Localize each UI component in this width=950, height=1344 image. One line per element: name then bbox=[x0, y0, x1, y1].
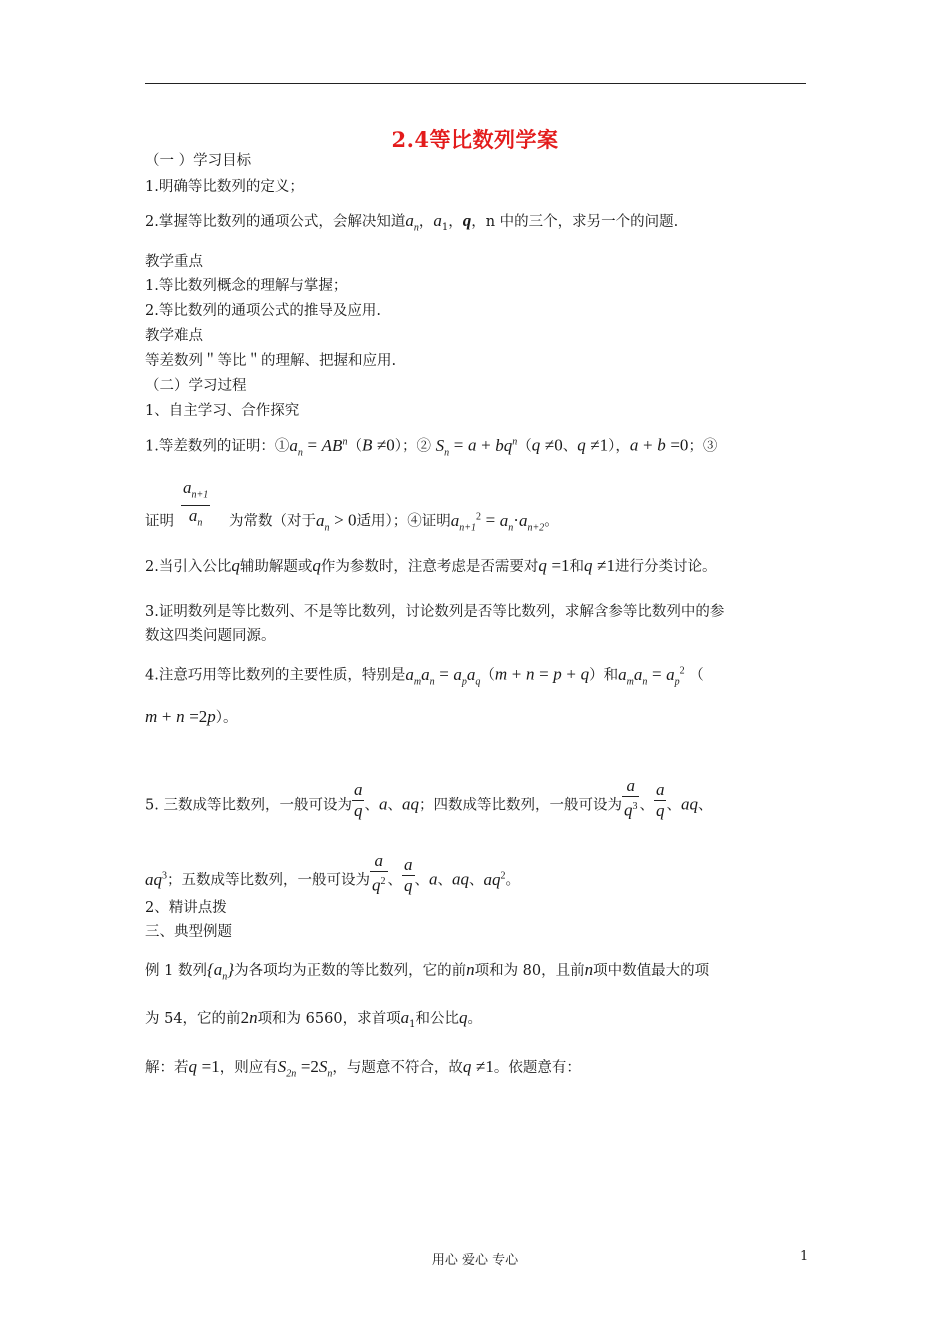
paragraph: 1.等比数列概念的理解与掌握； bbox=[145, 278, 348, 294]
paragraph: $aq^3$；五数成等比数列，一般可设为 $\frac{a}{q^2}$ 、 $\frac{a}{q}$ 、a、aq、$aq^2$。 bbox=[145, 851, 520, 895]
paragraph: 例 1 数列$\{a_n\}$为各项均为正数的等比数列，它的前n项和为 80，且前n项中数值最大的项 bbox=[145, 960, 710, 983]
paragraph: 证明 为常数（对于$a_n > 0$适用）；④证明$a_{n+1}^2 = a_n\cdot a_{n+2}$。 bbox=[145, 510, 559, 534]
paragraph: 2.当引入公比q辅助解题或q作为参数时，注意考虑是否需要对q =1和q ≠1进行分类讨论。 bbox=[145, 556, 717, 575]
math-fraction: $\frac{a_{n+1}}{a_n}$ bbox=[183, 478, 209, 529]
paragraph: 4.注意巧用等比数列的主要性质，特别是$a_ma_n = a_pa_q(m + n = p + q)$和$a_ma_n = a_p^2$ （ bbox=[145, 664, 704, 688]
header-rule bbox=[145, 83, 806, 84]
section-heading: 教学重点 bbox=[145, 254, 203, 270]
paragraph: 为 54，它的前2n项和为 6560，求首项$a_1$和公比q。 bbox=[145, 1008, 482, 1030]
section-heading: （一 ）学习目标 bbox=[145, 153, 252, 169]
paragraph: 1.明确等比数列的定义； bbox=[145, 179, 304, 195]
section-heading: 三、典型例题 bbox=[145, 924, 232, 940]
page-footer: 用心 爱心 专心 bbox=[431, 1253, 519, 1268]
section-heading: 1、自主学习、合作探究 bbox=[145, 403, 300, 419]
section-heading: （二）学习过程 bbox=[145, 378, 247, 394]
paragraph: 2.等比数列的通项公式的推导及应用. bbox=[145, 303, 381, 319]
paragraph: 等差数列＂等比＂的理解、把握和应用. bbox=[145, 353, 397, 369]
section-heading: 教学难点 bbox=[145, 328, 203, 344]
paragraph: 5. 三数成等比数列，一般可设为 $\frac{a}{q}$ 、a、aq；四数成等比数列，一般可设为 $\frac{a}{q^3}$ 、 $\frac{a}{q}$ 、aq、 bbox=[145, 776, 713, 820]
page-number: 1 bbox=[800, 1249, 809, 1264]
paragraph: m + n =2p）。 bbox=[145, 707, 238, 726]
section-heading: 2、精讲点拨 bbox=[145, 900, 227, 916]
paragraph: 2.掌握等比数列的通项公式，会解决知道$a_n$，$a_1$，q，n 中的三个，求另一个的问题. bbox=[145, 211, 679, 234]
page-title: 2.4等比数列学案 bbox=[391, 127, 559, 152]
paragraph: 数这四类问题同源。 bbox=[145, 628, 276, 644]
paragraph: 3.证明数列是等比数列、不是等比数列，讨论数列是否等比数列，求解含参等比数列中的参 bbox=[145, 604, 725, 620]
paragraph: 1.等差数列的证明：$①a_n = AB^n(B \ne 0)$；② $S_n = a + bq^n(q \ne 0$、q ≠1），a + b =0；③ bbox=[145, 435, 718, 459]
paragraph: 解：若q =1，则应有$S_{2n} =2S_n$，与题意不符合，故q ≠1。依题意有： bbox=[145, 1057, 581, 1080]
